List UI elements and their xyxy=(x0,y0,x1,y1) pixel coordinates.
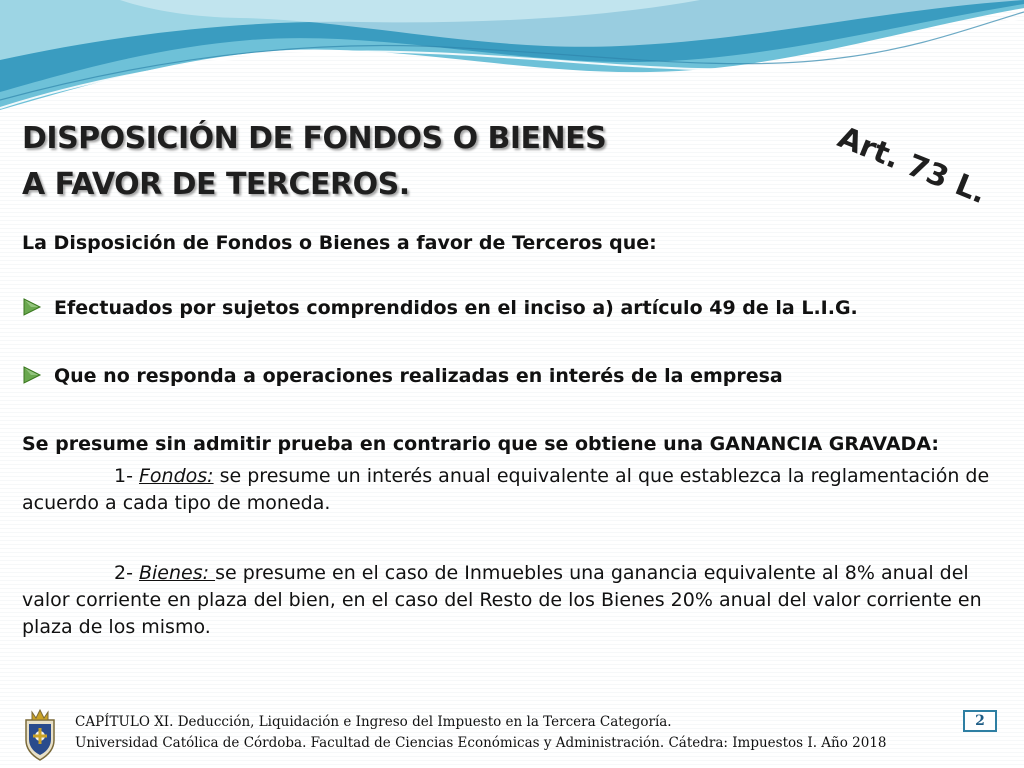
item-fondos xyxy=(22,463,1007,517)
intro-text: La Disposición de Fondos o Bienes a favor de Terceros que: xyxy=(22,232,657,254)
bullet-item xyxy=(22,363,783,389)
footer-line-1: CAPÍTULO XI. Deducción, Liquidación e Ingreso del Impuesto en la Tercera Categoría. xyxy=(75,714,672,730)
article-reference: Art. 73 L. xyxy=(832,120,992,212)
title-line-1: DISPOSICIÓN DE FONDOS O BIENES xyxy=(22,121,607,156)
arrow-bullet-icon xyxy=(22,364,44,386)
presumption-text: Se presume sin admitir prueba en contrario que se obtiene una GANANCIA GRAVADA: xyxy=(22,433,939,455)
item-term: Bienes: xyxy=(138,562,216,584)
university-crest-icon xyxy=(20,706,60,762)
item-text: se presume un interés anual equivalente al que establezca la reglamentación de acuerdo a cada tipo de moneda. xyxy=(22,465,990,514)
item-text: se presume en el caso de Inmuebles una ganancia equivalente al 8% anual del valor corriente en plaza del bien, en el caso del Resto de los Bienes 20% anual del valor corriente en plaza de los mismo. xyxy=(22,562,982,638)
item-number: 1- xyxy=(114,465,139,487)
slide-title xyxy=(22,116,606,208)
slide-footer xyxy=(0,700,1024,768)
header-wave-decoration xyxy=(0,0,1024,120)
bullet-text: Que no responda a operaciones realizadas en interés de la empresa xyxy=(54,365,783,387)
bullet-text: Efectuados por sujetos comprendidos en el inciso a) artículo 49 de la L.I.G. xyxy=(54,297,858,319)
bullet-item xyxy=(22,295,858,321)
footer-text xyxy=(75,712,887,754)
footer-line-2: Universidad Católica de Córdoba. Facultad de Ciencias Económicas y Administración. Cátedra: Impuestos I. Año 2018 xyxy=(75,735,887,751)
arrow-bullet-icon xyxy=(22,296,44,318)
page-number-badge: 2 xyxy=(963,710,997,732)
item-term: Fondos: xyxy=(138,465,214,487)
item-bienes xyxy=(22,560,1007,641)
title-line-2: A FAVOR DE TERCEROS. xyxy=(22,167,410,202)
item-number: 2- xyxy=(114,562,139,584)
